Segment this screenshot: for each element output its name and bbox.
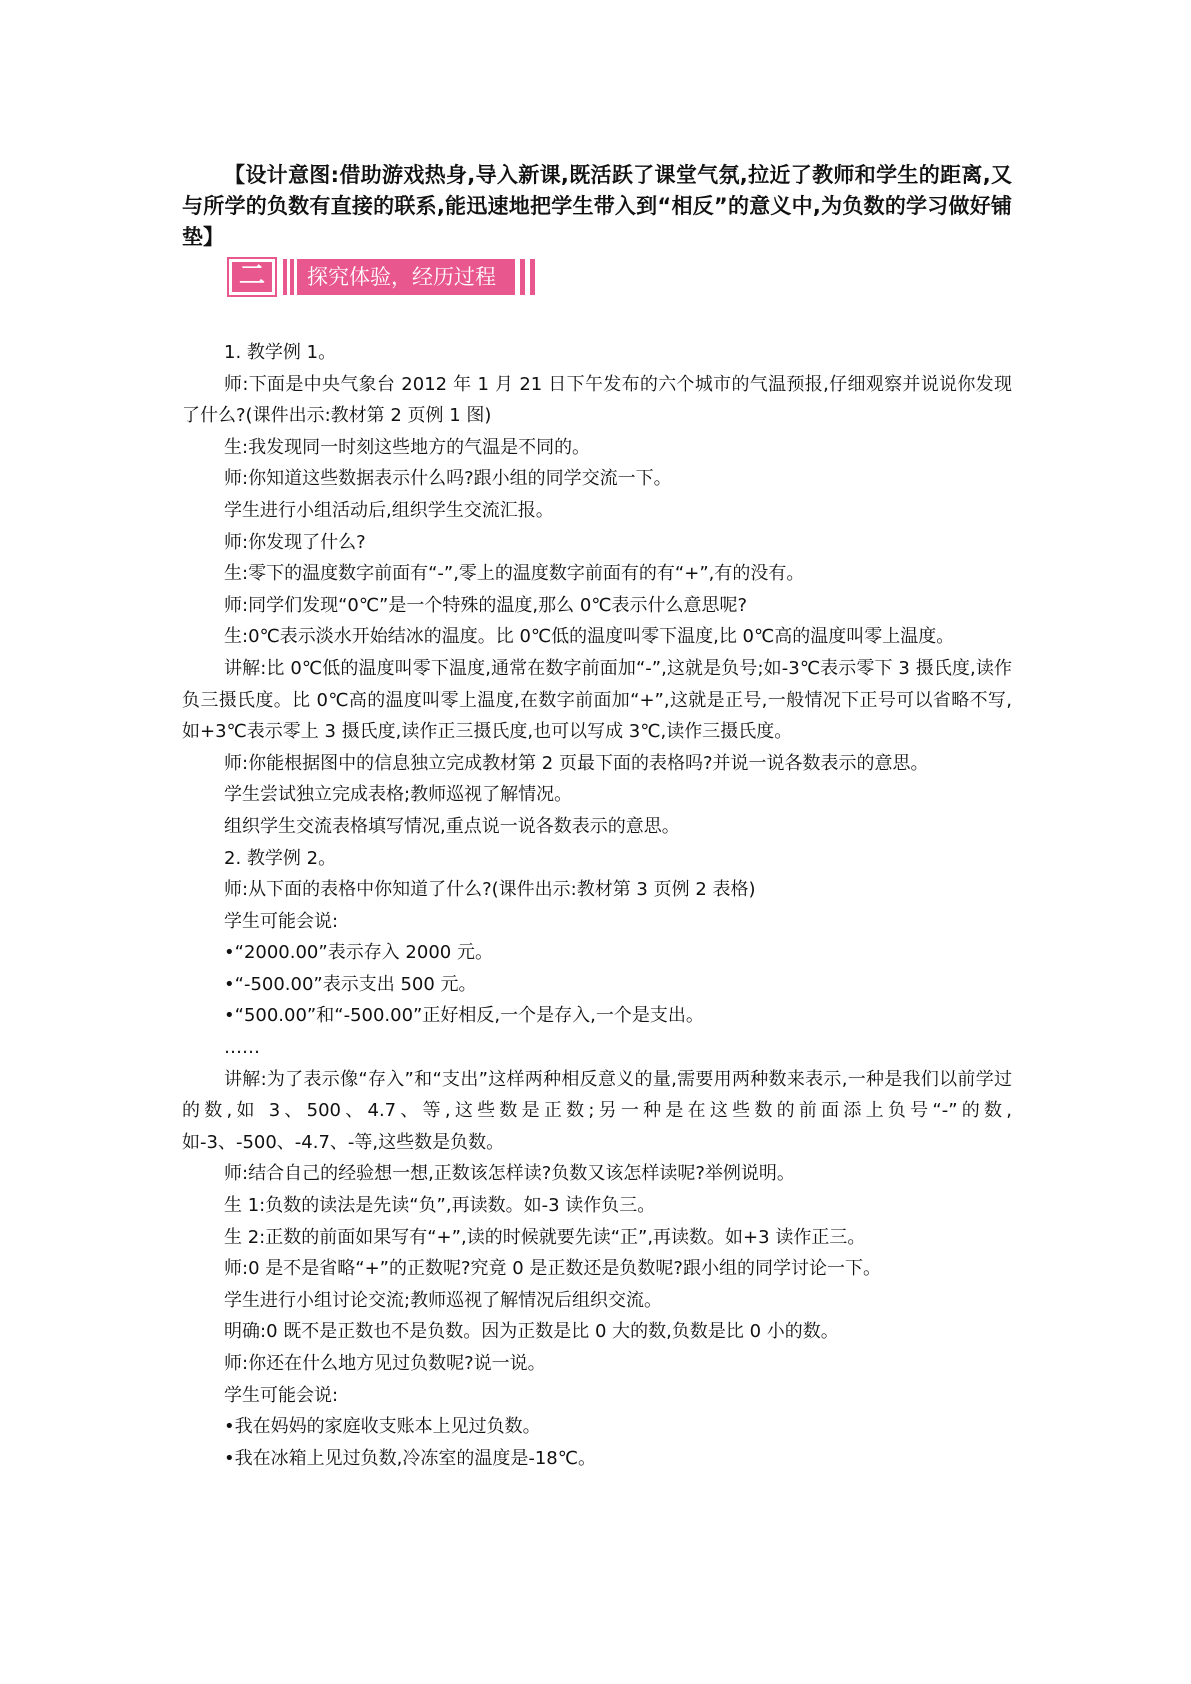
bullet-item: •“-500.00”表示支出 500 元。	[224, 973, 477, 995]
paragraph: 讲解:比 0℃低的温度叫零下温度,通常在数字前面加“-”,这就是负号;如-3℃表示零下 3 摄氏度,读作负三摄氏度。比 0℃高的温度叫零上温度,在数字前面加“+”,这就是正号,一般情况下正号可以省略不写,如+3℃表示零上 3 摄氏度,读作正三摄氏度,也可以写成 3℃,读作三摄氏度。	[182, 657, 1012, 743]
paragraph: 组织学生交流表格填写情况,重点说一说各数表示的意思。	[224, 815, 680, 837]
bullet-item: •我在冰箱上见过负数,冷冻室的温度是-18℃。	[224, 1447, 596, 1469]
heading-example-2: 2. 教学例 2。	[224, 847, 337, 869]
section-banner	[229, 259, 1012, 295]
ellipsis: ……	[224, 1037, 260, 1059]
paragraph: 师:你发现了什么?	[224, 531, 366, 553]
paragraph: 生 2:正数的前面如果写有“+”,读的时候就要先读“正”,再读数。如+3 读作正三。	[224, 1226, 866, 1248]
bullet-item: •“2000.00”表示存入 2000 元。	[224, 942, 493, 964]
paragraph: 学生进行小组讨论交流;教师巡视了解情况后组织交流。	[224, 1289, 663, 1311]
heading-example-1: 1. 教学例 1。	[224, 342, 337, 363]
paragraph: 学生进行小组活动后,组织学生交流汇报。	[224, 499, 554, 521]
bullet-item: •“500.00”和“-500.00”正好相反,一个是存入,一个是支出。	[224, 1005, 704, 1027]
paragraph: 师:下面是中央气象台 2012 年 1 月 21 日下午发布的六个城市的气温预报,仔细观察并说说你发现了什么?(课件出示:教材第 2 页例 1 图)	[182, 373, 1012, 427]
bullet-item: •我在妈妈的家庭收支账本上见过负数。	[224, 1416, 541, 1438]
paragraph: 学生可能会说:	[224, 910, 339, 932]
paragraph: 师:你知道这些数据表示什么吗?跟小组的同学交流一下。	[224, 468, 672, 490]
paragraph: 师:你能根据图中的信息独立完成教材第 2 页最下面的表格吗?并说一说各数表示的意思。	[224, 752, 929, 774]
banner-stripe	[530, 259, 535, 295]
paragraph: 师:结合自己的经验想一想,正数该怎样读?负数又该怎样读呢?举例说明。	[224, 1163, 795, 1185]
banner-stripe	[520, 259, 525, 295]
banner-divider	[283, 259, 287, 295]
paragraph: 讲解:为了表示像“存入”和“支出”这样两种相反意义的量,需要用两种数来表示,一种是我们以前学过的数,如 3、500、4.7、等,这些数是正数;另一种是在这些数的前面添上负号“-”的数,如-3、-500、-4.7、-等,这些数是负数。	[182, 1068, 1012, 1153]
section-number: 二	[229, 259, 275, 295]
paragraph: 生:零下的温度数字前面有“-”,零上的温度数字前面有的有“+”,有的没有。	[224, 563, 805, 585]
paragraph: 师:从下面的表格中你知道了什么?(课件出示:教材第 3 页例 2 表格)	[224, 879, 756, 901]
design-intent-note: 【设计意图:借助游戏热身,导入新课,既活跃了课堂气氛,拉近了教师和学生的距离,又与所学的负数有直接的联系,能迅速地把学生带入到“相反”的意义中,为负数的学习做好铺垫】	[182, 163, 1012, 249]
paragraph: 生:我发现同一时刻这些地方的气温是不同的。	[224, 436, 591, 458]
document-page	[182, 160, 1012, 1474]
paragraph: 师:0 是不是省略“+”的正数呢?究竟 0 是正数还是负数呢?跟小组的同学讨论一下。	[224, 1258, 881, 1280]
paragraph: 生 1:负数的读法是先读“负”,再读数。如-3 读作负三。	[224, 1195, 656, 1217]
banner-divider	[290, 259, 294, 295]
paragraph: 师:你还在什么地方见过负数呢?说一说。	[224, 1353, 546, 1374]
paragraph: 明确:0 既不是正数也不是负数。因为正数是比 0 大的数,负数是比 0 小的数。	[224, 1321, 839, 1343]
lesson-body	[182, 337, 1012, 1474]
section-title: 探究体验，经历过程	[297, 259, 515, 295]
paragraph: 生:0℃表示淡水开始结冰的温度。比 0℃低的温度叫零下温度,比 0℃高的温度叫零上温度。	[224, 626, 955, 648]
paragraph: 学生尝试独立完成表格;教师巡视了解情况。	[224, 784, 573, 806]
paragraph: 学生可能会说:	[224, 1384, 339, 1406]
paragraph: 师:同学们发现“0℃”是一个特殊的温度,那么 0℃表示什么意思呢?	[224, 594, 748, 616]
